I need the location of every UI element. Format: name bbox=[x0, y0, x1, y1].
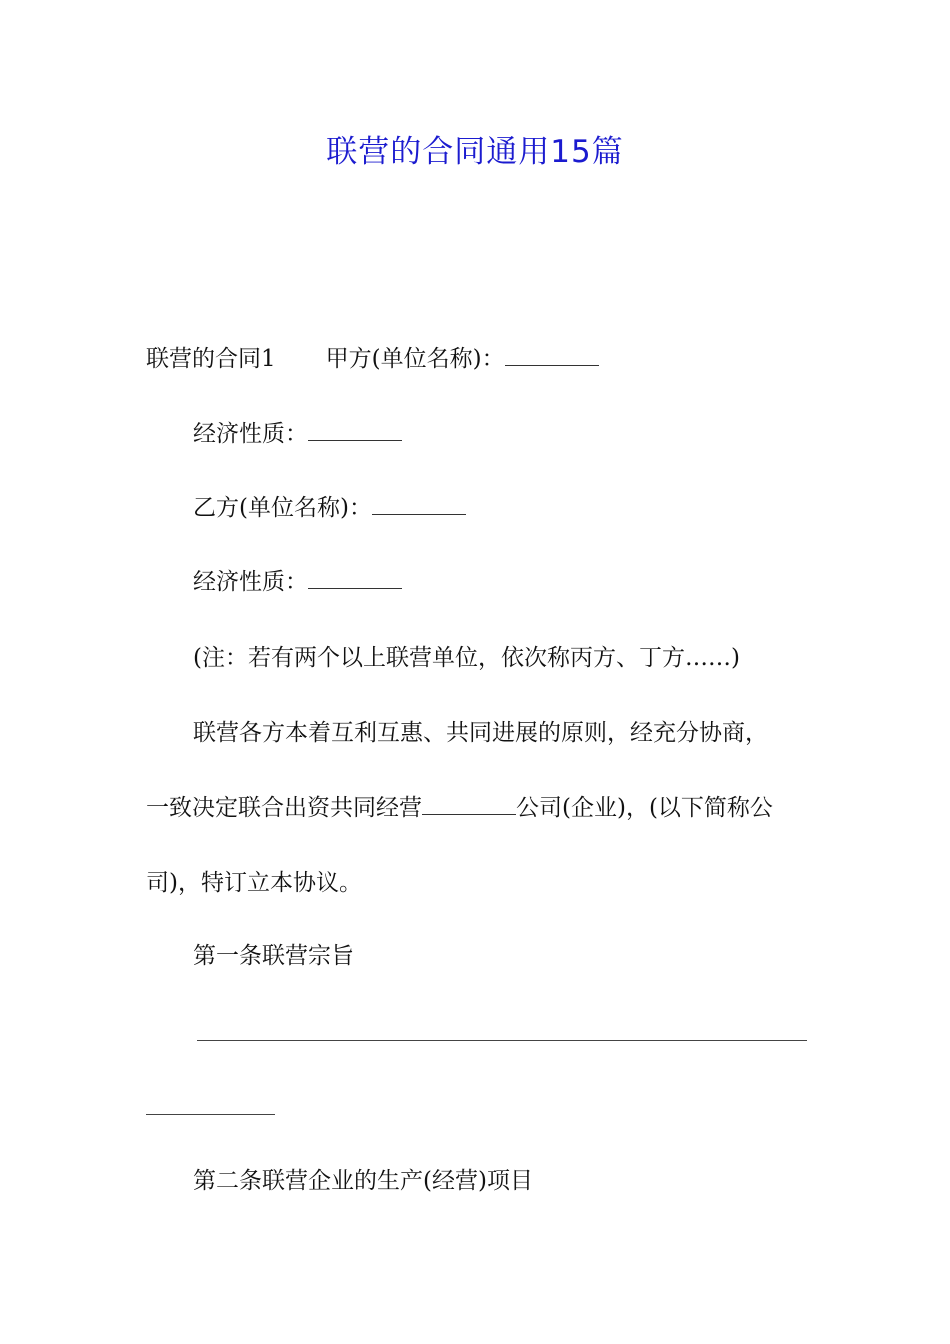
line-party-b bbox=[193, 490, 466, 526]
line-paragraph-3: 司)，特订立本协议。 bbox=[146, 870, 362, 896]
economic-nature-blank bbox=[308, 422, 402, 441]
document-title: 联营的合同通用15篇 bbox=[326, 134, 624, 170]
party-a-blank bbox=[505, 347, 599, 366]
article-1-heading: 第一条联营宗旨 bbox=[193, 943, 354, 969]
line-contract-heading bbox=[146, 341, 599, 377]
article-1-blank-line bbox=[197, 1040, 807, 1041]
party-a-label: 甲方(单位名称)： bbox=[325, 346, 505, 372]
line-paragraph-2 bbox=[146, 790, 773, 826]
article-2-heading: 第二条联营企业的生产(经营)项目 bbox=[193, 1168, 533, 1194]
line-paragraph-1: 联营各方本着互利互惠、共同进展的原则，经充分协商， bbox=[193, 720, 768, 746]
party-b-blank bbox=[372, 496, 466, 515]
line-note: (注：若有两个以上联营单位，依次称丙方、丁方……) bbox=[193, 645, 740, 671]
party-b-label: 乙方(单位名称)： bbox=[193, 495, 372, 521]
paragraph-text: 一致决定联合出资共同经营 bbox=[146, 795, 422, 821]
company-blank bbox=[422, 796, 516, 815]
economic-nature-label: 经济性质： bbox=[193, 421, 308, 447]
paragraph-text: 公司(企业)，(以下简称公 bbox=[516, 795, 773, 821]
article-1-blank-line-continued bbox=[146, 1114, 275, 1115]
economic-nature-blank bbox=[308, 570, 402, 589]
contract-number: 联营的合同1 bbox=[146, 346, 276, 372]
line-party-b-nature bbox=[193, 564, 402, 600]
line-party-a-nature bbox=[193, 416, 402, 452]
economic-nature-label: 经济性质： bbox=[193, 569, 308, 595]
